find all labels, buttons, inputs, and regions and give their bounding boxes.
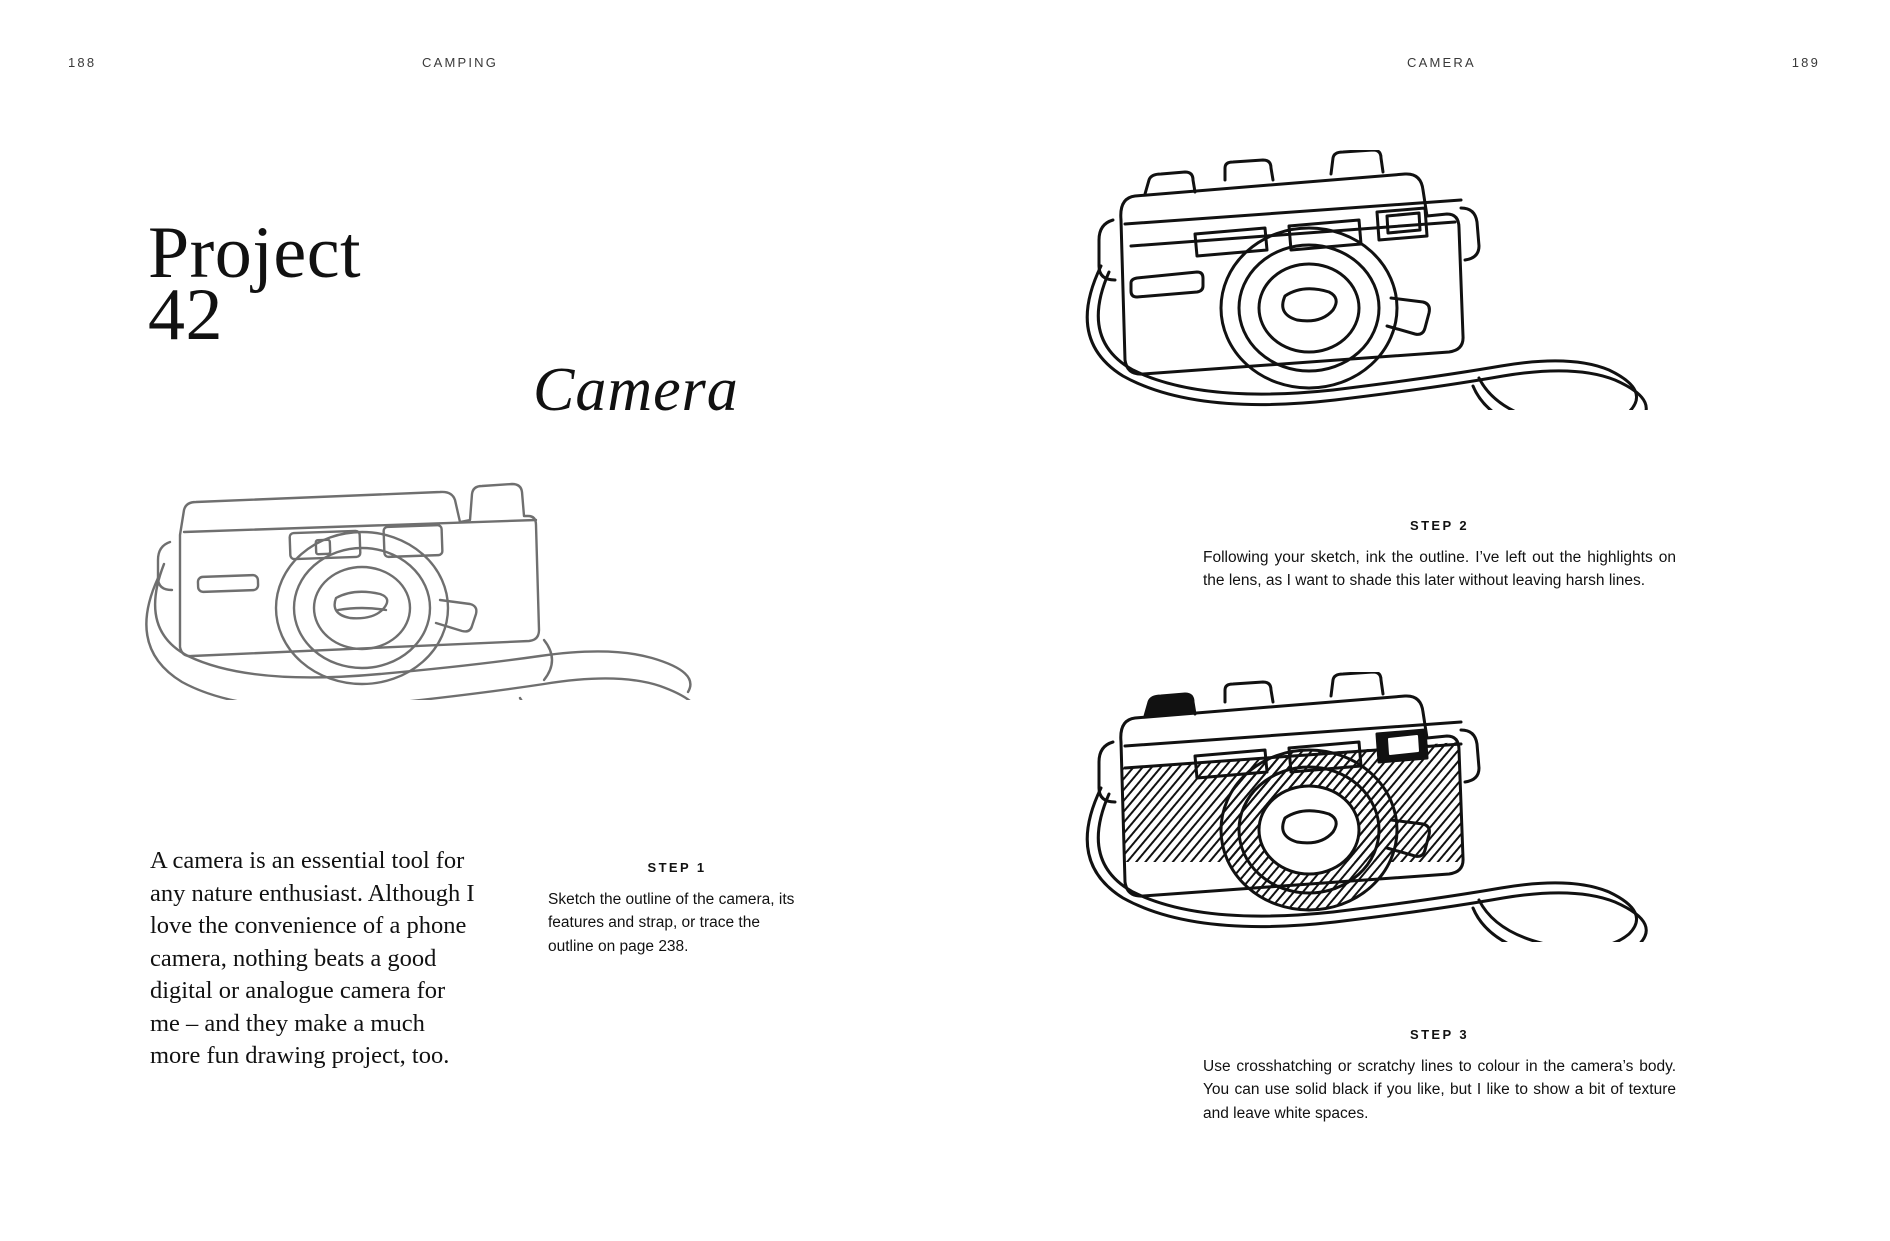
step-2-label: STEP 2 <box>1410 518 1469 533</box>
camera-pencil-sketch-illustration <box>140 480 740 700</box>
step-2-caption <box>1203 518 1676 593</box>
step-3-body: Use crosshatching or scratchy lines to colour in the camera’s body. You can use solid black if you like, but I like to show a bit of texture and leave white spaces. <box>1203 1058 1676 1122</box>
folio-right-page-number: 189 <box>1791 55 1820 70</box>
folio-left-page-number: 188 <box>68 55 97 70</box>
folio-left-section-title: CAMPING <box>422 55 499 70</box>
project-number: 42 <box>148 274 223 357</box>
folio-right-section-title: CAMERA <box>1407 55 1476 70</box>
step-1-body: Sketch the outline of the camera, its features and strap, or trace the outline on page 238. <box>548 891 795 955</box>
step-3-label: STEP 3 <box>1410 1027 1469 1042</box>
intro-paragraph: A camera is an essential tool for any nature enthusiast. Although I love the convenience of a phone camera, nothing beats a good digital or analogue camera for me – and they make a much more fun drawing project, too. <box>150 847 475 1070</box>
step-1-caption <box>548 860 806 958</box>
step-2-body: Following your sketch, ink the outline. I’ve left out the highlights on the lens, as I want to shade this later without leaving harsh lines. <box>1203 549 1676 590</box>
step-3-caption <box>1203 1027 1676 1125</box>
step-1-label: STEP 1 <box>647 860 707 875</box>
page-title <box>148 212 362 357</box>
camera-crosshatched-illustration <box>1075 672 1675 942</box>
chapter-title: Camera <box>533 356 739 424</box>
camera-inked-outline-illustration <box>1075 150 1675 410</box>
project-word: Project <box>148 212 362 294</box>
